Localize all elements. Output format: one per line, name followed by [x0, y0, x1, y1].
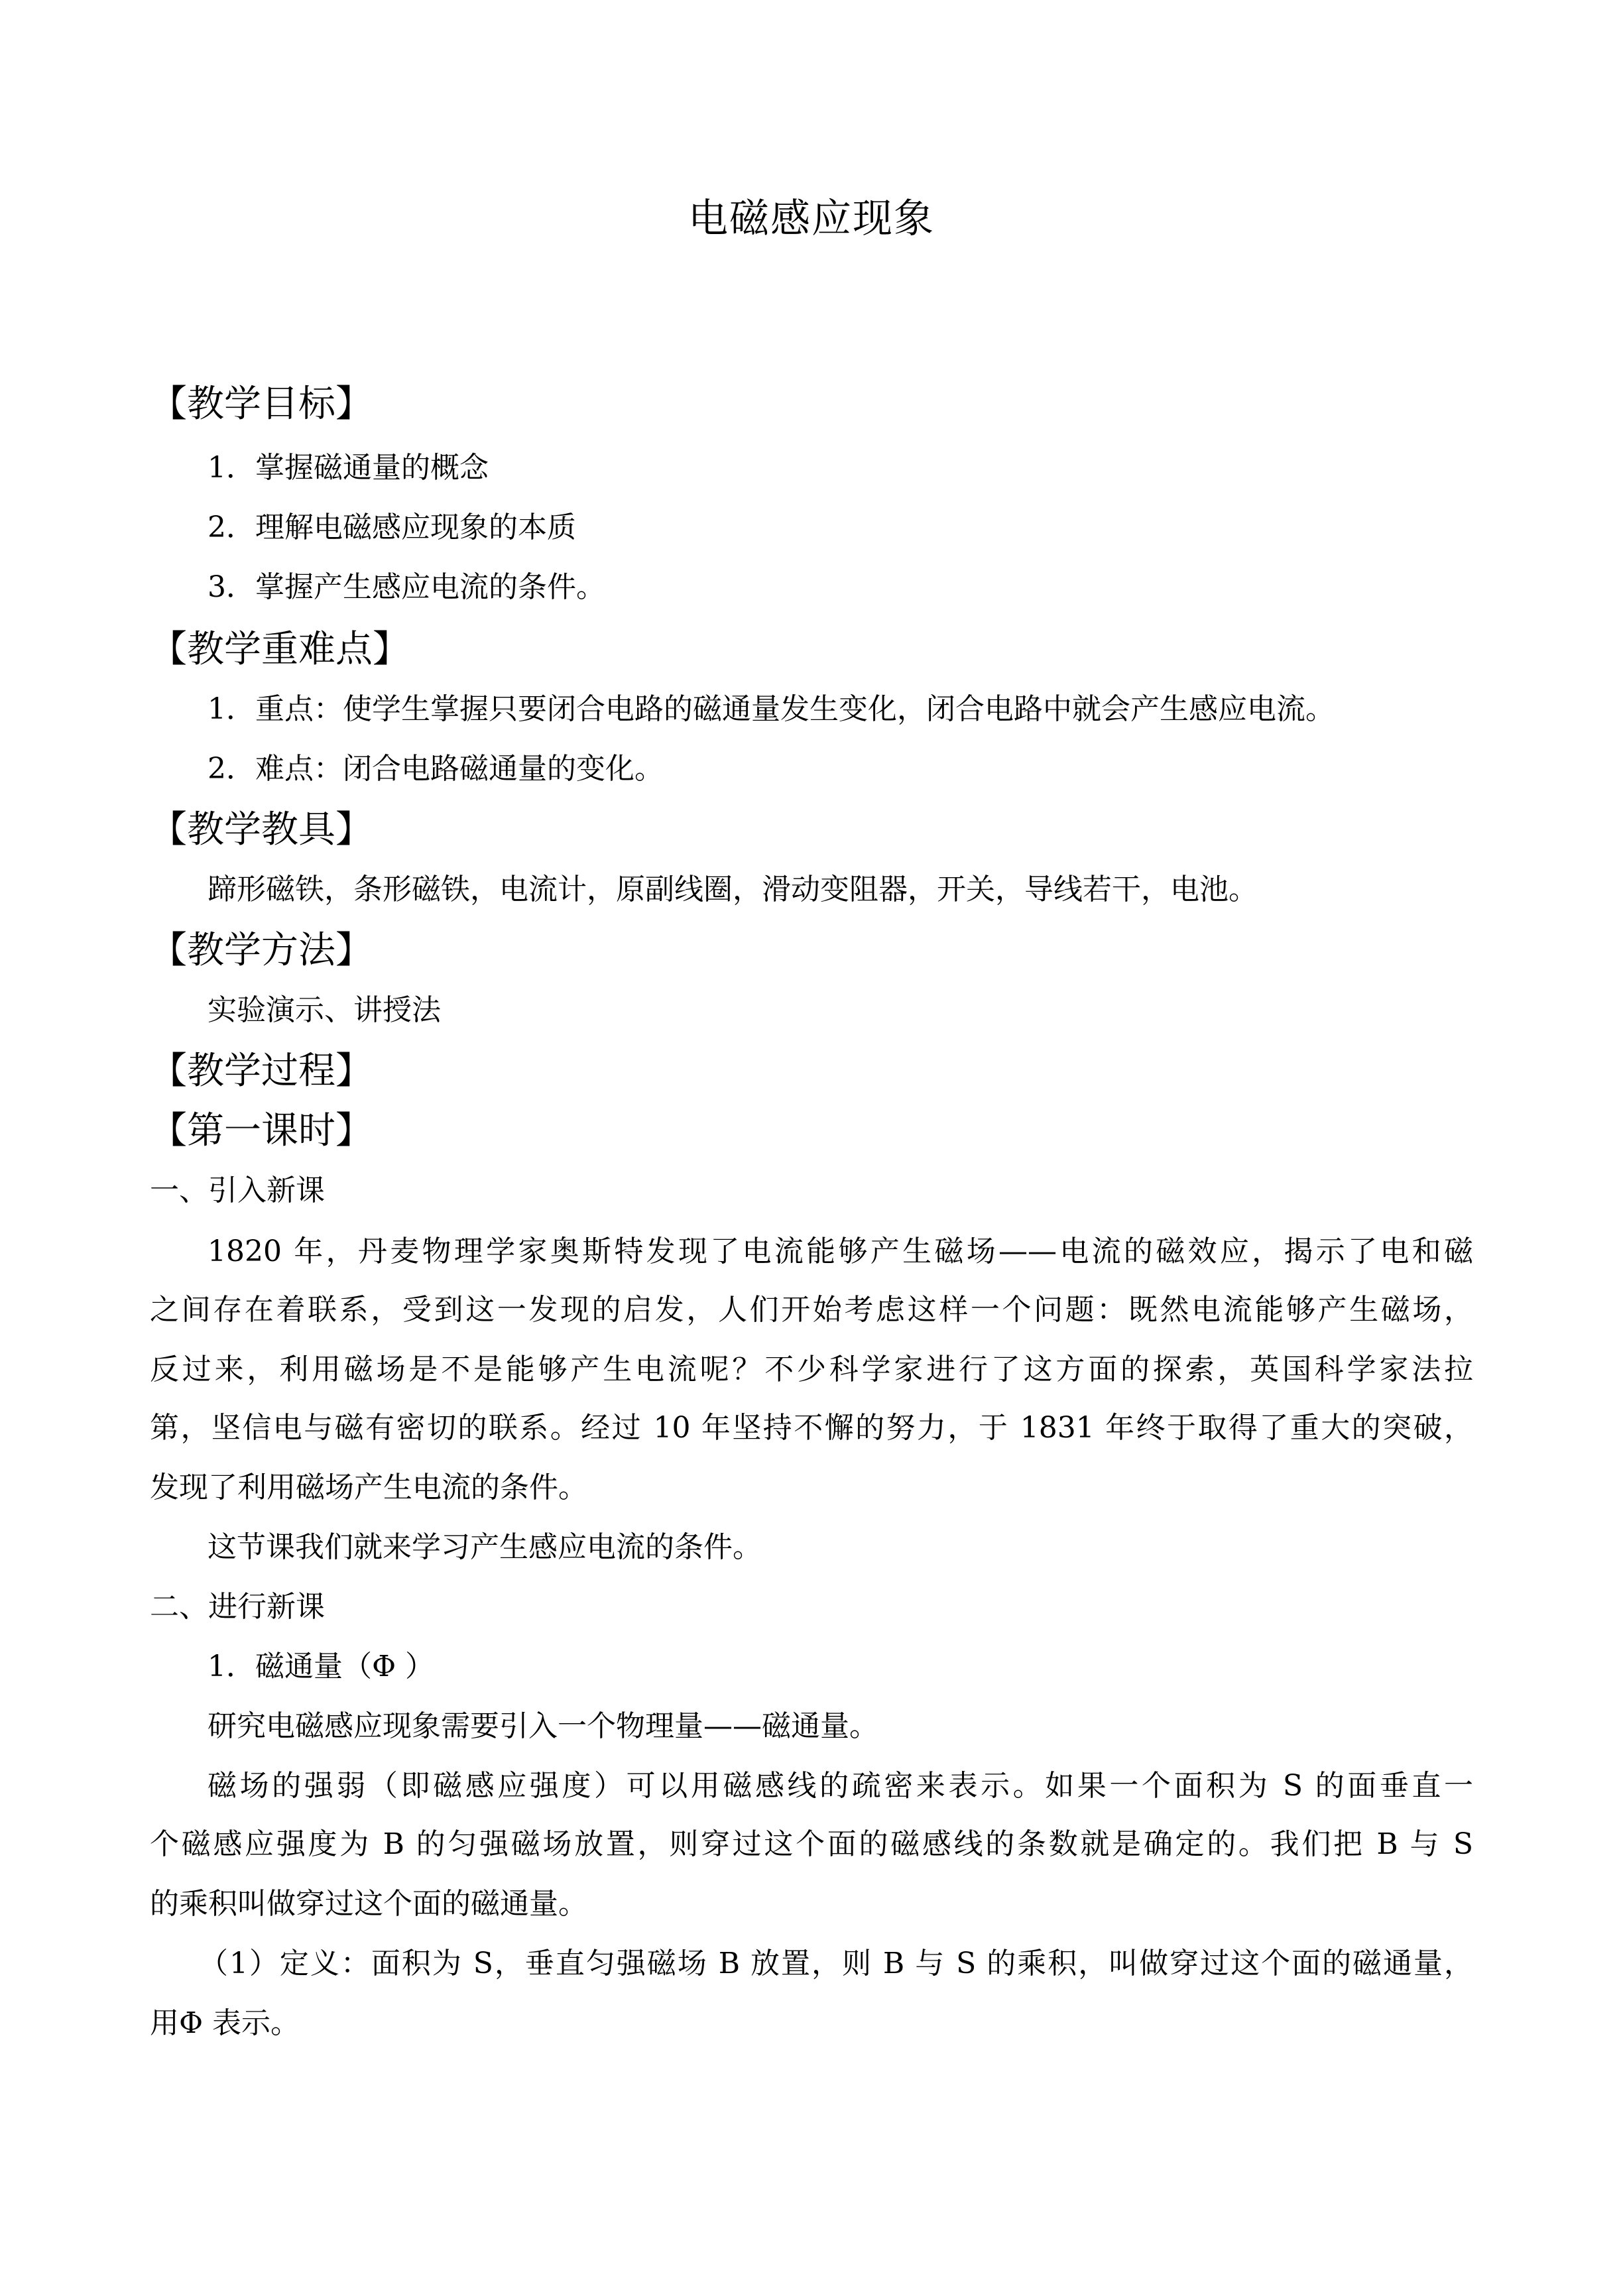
- methods-text: 实验演示、讲授法: [208, 993, 441, 1027]
- document-title: 电磁感应现象: [688, 196, 935, 242]
- goal-item-3: 3．掌握产生感应电流的条件。: [208, 570, 605, 604]
- intro-paragraph-line-1: 1820 年，丹麦物理学家奥斯特发现了电流能够产生磁场——电流的磁效应，揭示了电和磁: [208, 1235, 1473, 1268]
- intro-paragraph-line-4: 第，坚信电与磁有密切的联系。经过 10 年坚持不懈的努力，于 1831 年终于取得了重大的突破，: [150, 1411, 1473, 1445]
- heading-teaching-process: 【教学过程】: [150, 1050, 373, 1093]
- tools-text: 蹄形磁铁，条形磁铁，电流计，原副线圈，滑动变阻器，开关，导线若干，电池。: [208, 873, 1258, 906]
- heading-teaching-tools: 【教学教具】: [150, 808, 373, 851]
- goal-item-1: 1．掌握磁通量的概念: [208, 451, 489, 485]
- flux-paragraph-line-1: 磁场的强弱（即磁感应强度）可以用磁感线的疏密来表示。如果一个面积为 S 的面垂直一: [208, 1769, 1473, 1803]
- flux-paragraph-line-2: 个磁感应强度为 B 的匀强磁场放置，则穿过这个面的磁感线的条数就是确定的。我们把 B 与 S: [150, 1827, 1473, 1861]
- intro-paragraph-2: 这节课我们就来学习产生感应电流的条件。: [208, 1530, 762, 1564]
- intro-paragraph-line-3: 反过来，利用磁场是不是能够产生电流呢？不少科学家进行了这方面的探索，英国科学家法拉: [150, 1353, 1473, 1386]
- intro-paragraph-line-2: 之间存在着联系，受到这一发现的启发，人们开始考虑这样一个问题：既然电流能够产生磁场，: [150, 1293, 1473, 1327]
- heading-key-points: 【教学重难点】: [150, 628, 410, 671]
- heading-teaching-methods: 【教学方法】: [150, 929, 373, 972]
- flux-definition-line-1: （1）定义：面积为 S，垂直匀强磁场 B 放置，则 B 与 S 的乘积，叫做穿过这个面的磁通量，: [199, 1947, 1473, 1980]
- new-lesson-section-title: 二、进行新课: [150, 1590, 325, 1624]
- intro-paragraph-line-5: 发现了利用磁场产生电流的条件。: [150, 1471, 587, 1504]
- flux-subtitle: 1．磁通量（Φ ）: [208, 1650, 435, 1683]
- goal-item-2: 2．理解电磁感应现象的本质: [208, 511, 576, 544]
- flux-intro: 研究电磁感应现象需要引入一个物理量——磁通量。: [208, 1709, 878, 1743]
- heading-lesson-one: 【第一课时】: [150, 1109, 373, 1152]
- key-point-item-1: 1．重点：使学生掌握只要闭合电路的磁通量发生变化，闭合电路中就会产生感应电流。: [208, 692, 1335, 726]
- flux-paragraph-line-3: 的乘积叫做穿过这个面的磁通量。: [150, 1887, 587, 1921]
- heading-teaching-goals: 【教学目标】: [150, 383, 373, 426]
- intro-section-title: 一、引入新课: [150, 1174, 325, 1207]
- key-point-item-2: 2．难点：闭合电路磁通量的变化。: [208, 752, 664, 786]
- flux-definition-line-2: 用Φ 表示。: [150, 2006, 300, 2040]
